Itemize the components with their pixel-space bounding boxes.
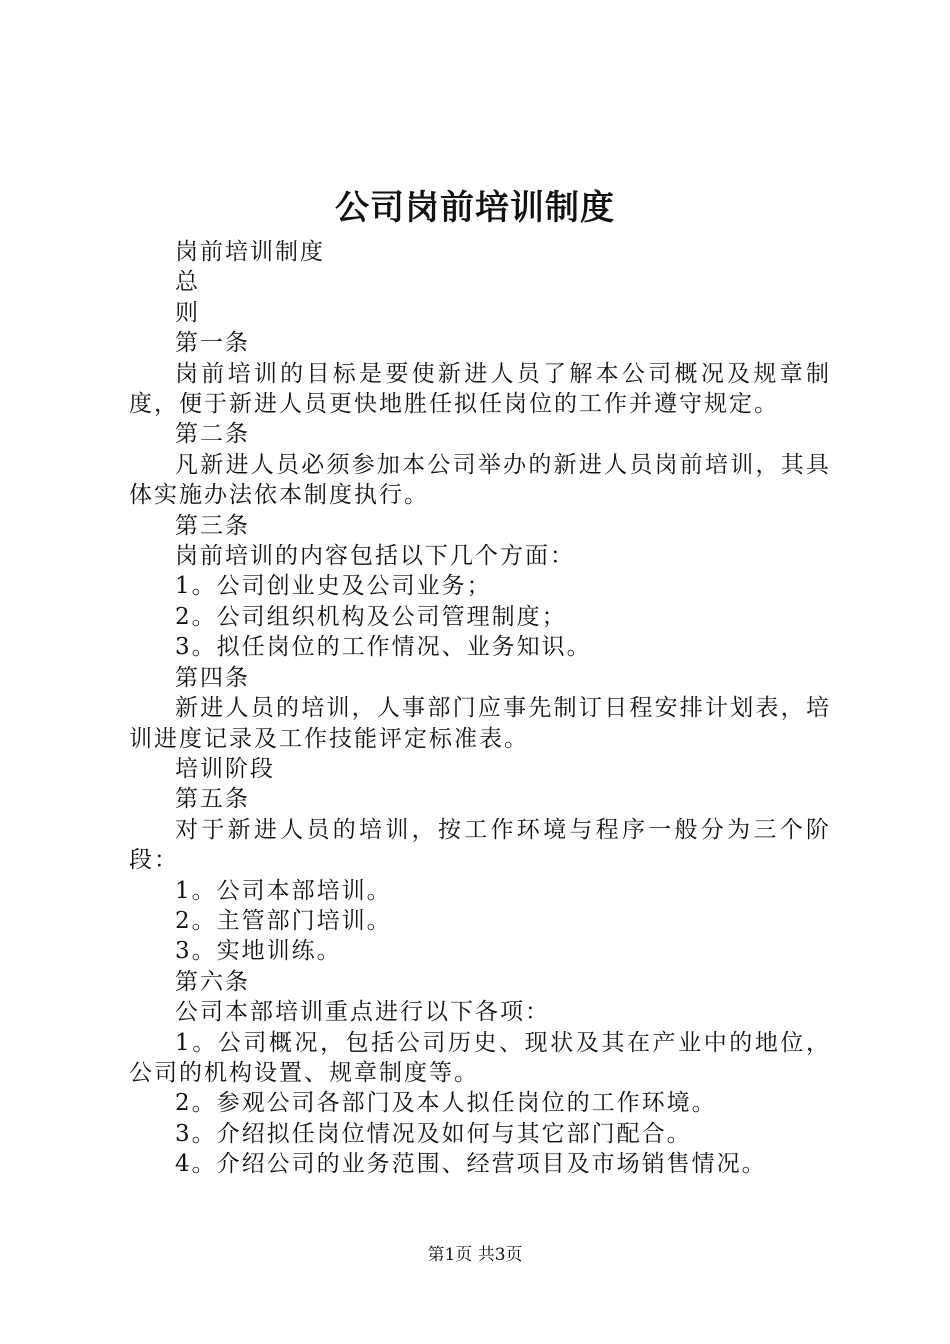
paragraph: 岗前培训的目标是要使新进人员了解本公司概况及规章制度，便于新进人员更快地胜任拟任岗位的工作并遵守规定。 — [129, 360, 831, 418]
paragraph: 岗前培训的内容包括以下几个方面： — [175, 543, 575, 570]
paragraph: 第四条 — [175, 664, 250, 691]
paragraph: 新进人员的培训，人事部门应事先制订日程安排计划表，培训进度记录及工作技能评定标准表。 — [129, 695, 831, 752]
paragraph: 第二条 — [175, 421, 250, 448]
paragraph: 培训阶段 — [175, 755, 275, 782]
paragraph: 3。拟任岗位的工作情况、业务知识。 — [175, 634, 592, 661]
paragraph: 岗前培训制度 — [175, 239, 325, 265]
paragraph: 第六条 — [175, 968, 250, 995]
paragraph: 则 — [175, 299, 200, 326]
paragraph: 3。介绍拟任岗位情况及如何与其它部门配合。 — [175, 1120, 692, 1147]
paragraph: 对于新进人员的培训，按工作环境与程序一般分为三个阶段： — [129, 816, 831, 874]
paragraph: 2。参观公司各部门及本人拟任岗位的工作环境。 — [175, 1090, 717, 1117]
paragraph: 第一条 — [175, 330, 250, 357]
paragraph: 4。介绍公司的业务范围、经营项目及市场销售情况。 — [175, 1151, 767, 1178]
paragraph: 2。公司组织机构及公司管理制度； — [175, 603, 567, 630]
paragraph: 公司本部培训重点进行以下各项： — [175, 999, 550, 1026]
paragraph: 1。公司创业史及公司业务； — [175, 573, 492, 600]
document-title: 公司岗前培训制度 — [335, 188, 615, 228]
paragraph: 1。公司概况，包括公司历史、现状及其在产业中的地位，公司的机构设置、规章制度等。 — [129, 1029, 831, 1086]
document-body — [129, 237, 831, 1180]
paragraph: 2。主管部门培训。 — [175, 907, 392, 934]
paragraph: 凡新进人员必须参加本公司举办的新进人员岗前培训，其具体实施办法依本制度执行。 — [129, 451, 831, 509]
paragraph: 1。公司本部培训。 — [175, 877, 392, 904]
page-footer: 第1页 共3页 — [427, 1245, 523, 1265]
paragraph: 第三条 — [175, 512, 250, 539]
paragraph: 第五条 — [175, 786, 250, 813]
paragraph: 3。实地训练。 — [175, 938, 342, 965]
paragraph: 总 — [175, 269, 200, 296]
